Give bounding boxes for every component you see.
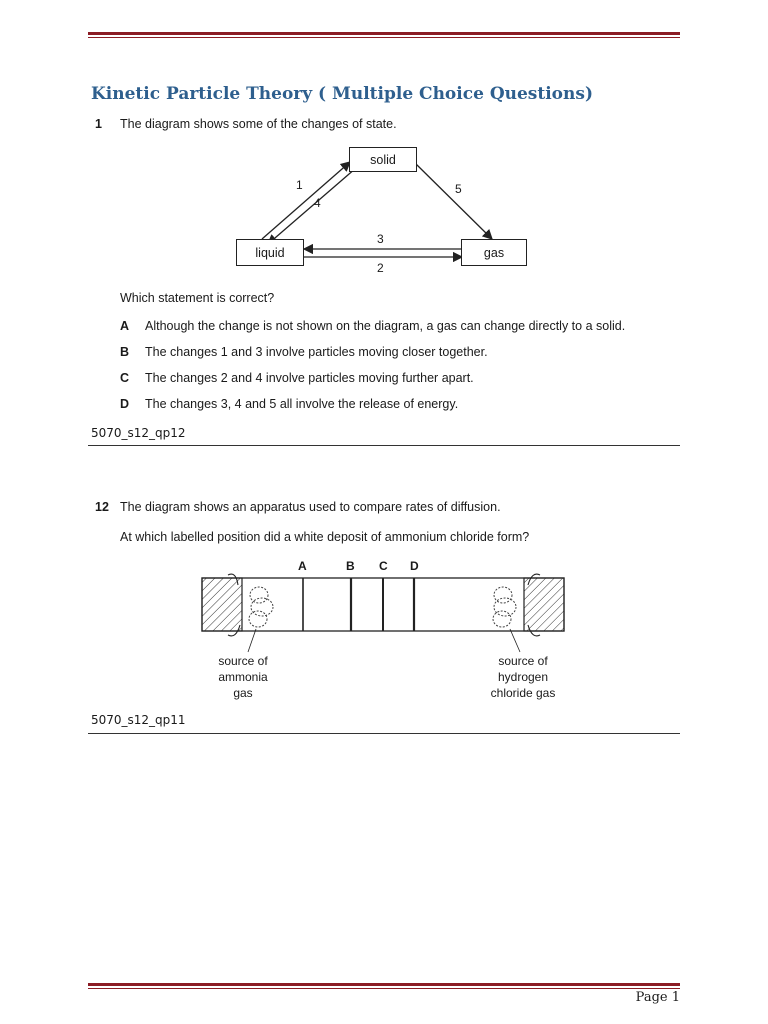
question-12-stem: The diagram shows an apparatus used to compare rates of diffusion. <box>120 500 501 514</box>
option-letter: D <box>120 397 130 411</box>
arrow-1 <box>262 162 350 239</box>
page-title: Kinetic Particle Theory ( Multiple Choice Questions) <box>91 84 593 104</box>
option-letter: B <box>120 345 130 359</box>
state-solid: solid <box>349 147 417 172</box>
footer-rule <box>88 983 680 986</box>
question-1-prompt: Which statement is correct? <box>120 291 275 305</box>
arrow-label-1: 1 <box>296 178 303 192</box>
position-label-a: A <box>298 559 307 573</box>
state-gas: gas <box>461 239 527 266</box>
footer-rule-thin <box>88 988 680 989</box>
arrow-label-2: 2 <box>377 261 384 275</box>
question-1-stem: The diagram shows some of the changes of state. <box>120 117 397 131</box>
arrow-label-3: 3 <box>377 232 384 246</box>
question-12-prompt: At which labelled position did a white deposit of ammonium chloride form? <box>120 530 530 544</box>
page-number: Page 1 <box>635 990 680 1005</box>
option-letter: C <box>120 371 130 385</box>
option-text: The changes 2 and 4 involve particles moving further apart. <box>145 371 474 385</box>
arrow-4 <box>268 168 356 244</box>
option-letter: A <box>120 319 130 333</box>
separator <box>88 733 680 734</box>
state-liquid: liquid <box>236 239 304 266</box>
question-1-number: 1 <box>95 117 102 131</box>
separator <box>88 445 680 446</box>
left-plug <box>202 578 242 631</box>
position-label-d: D <box>410 559 419 573</box>
question-12-reference: 5070_s12_qp11 <box>91 713 186 727</box>
option-text: The changes 1 and 3 involve particles moving closer together. <box>145 345 488 359</box>
option-text: The changes 3, 4 and 5 all involve the release of energy. <box>145 397 459 411</box>
question-12-number: 12 <box>95 500 109 514</box>
arrow-label-4: 4 <box>314 196 321 210</box>
right-plug <box>524 578 564 631</box>
hydrogen-chloride-source-label: source of hydrogen chloride gas <box>490 654 556 700</box>
arrow-label-5: 5 <box>455 182 462 196</box>
position-label-c: C <box>379 559 388 573</box>
arrow-5 <box>416 164 492 239</box>
question-1-reference: 5070_s12_qp12 <box>91 426 186 440</box>
ammonia-source-label: source of ammonia gas <box>218 654 268 700</box>
position-label-b: B <box>346 559 355 573</box>
option-text: Although the change is not shown on the diagram, a gas can change directly to a solid. <box>145 319 626 333</box>
